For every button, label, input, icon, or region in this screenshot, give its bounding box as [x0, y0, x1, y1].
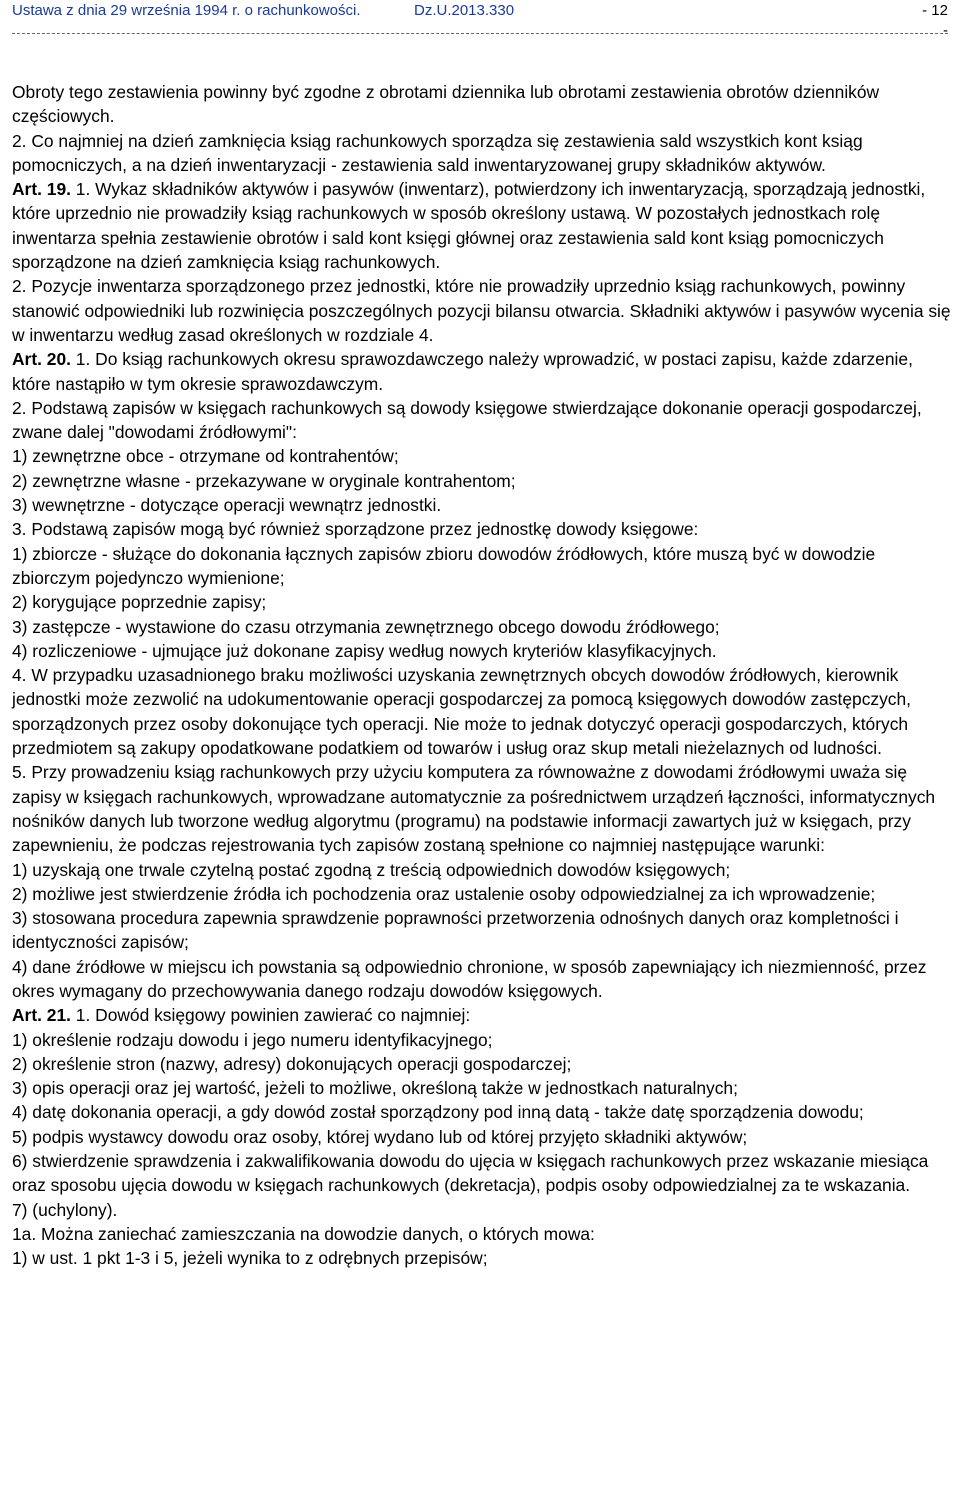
- list-item: 1) uzyskają one trwale czytelną postać zgodną z treścią odpowiednich dowodów księgowych;: [12, 859, 731, 880]
- list-item: 6) stwierdzenie sprawdzenia i zakwalifikowania dowodu do ujęcia w księgach rachunkowych przez wskazanie miesiąca oraz sposobu ujęcia dowodu w księgach rachunkowych (dekretacja), podpis osoby odpowiedzialnej za te wskazania.: [12, 1151, 929, 1196]
- list-item: 2) korygujące poprzednie zapisy;: [12, 592, 267, 613]
- list-item: 4) dane źródłowe w miejscu ich powstania są odpowiednio chronione, w sposób zapewniający ich niezmienność, przez okres wymagany do przechowywania danego rodzaju dowodów księgowych.: [12, 956, 927, 1001]
- header-page-dash: -: [943, 22, 948, 39]
- page-header: [12, 0, 948, 39]
- list-item: 4) datę dokonania operacji, a gdy dowód został sporządzony pod inną datą - także datę sporządzenia dowodu;: [12, 1102, 864, 1123]
- list-item: 3) stosowana procedura zapewnia sprawdzenie poprawności przetworzenia odnośnych danych oraz kompletności i identyczności zapisów;: [12, 908, 899, 953]
- list-item: 3) wewnętrzne - dotyczące operacji wewnątrz jednostki.: [12, 495, 442, 516]
- header-divider: [12, 33, 948, 34]
- list-item: 3) opis operacji oraz jej wartość, jeżeli to możliwe, określoną także w jednostkach naturalnych;: [12, 1078, 738, 1099]
- header-act-title: Ustawa z dnia 29 września 1994 r. o rachunkowości.: [12, 2, 361, 19]
- list-item: 2) określenie stron (nazwy, adresy) dokonujących operacji gospodarczej;: [12, 1053, 572, 1074]
- article-paragraph: Art. 19. 1. Wykaz składników aktywów i pasywów (inwentarz), potwierdzony ich inwentaryzacją, sporządzają jednostki, które uprzednio nie prowadziły ksiąg rachunkowych w sposób określony ustawą. W pozostałych jednostkach rolę inwentarza spełnia zestawienie obrotów i sald kont księgi głównej oraz zestawienia sald kont ksiąg pomocniczych sporządzone na dzień zamknięcia ksiąg rachunkowych.: [12, 179, 926, 273]
- article-paragraph: Art. 20. 1. Do ksiąg rachunkowych okresu sprawozdawczego należy wprowadzić, w postaci zapisu, każde zdarzenie, które nastąpiło w tym okresie sprawozdawczym.: [12, 349, 913, 394]
- list-item: 5) podpis wystawcy dowodu oraz osoby, której wydano lub od której przyjęto składniki aktywów;: [12, 1126, 748, 1147]
- list-item: 2) zewnętrzne własne - przekazywane w oryginale kontrahentom;: [12, 470, 516, 491]
- document-body: [12, 80, 952, 1271]
- list-item: 4) rozliczeniowe - ujmujące już dokonane zapisy według nowych kryteriów klasyfikacyjnych.: [12, 640, 717, 661]
- paragraph: 5. Przy prowadzeniu ksiąg rachunkowych przy użyciu komputera za równoważne z dowodami źródłowymi uważa się zapisy w księgach rachunkowych, wprowadzane automatycznie za pośrednictwem urządzeń łączności, informatycznych nośników danych lub tworzone według algorytmu (programu) na podstawie informacji zawartych już w księgach, przy zapewnieniu, że podczas rejestrowania tych zapisów zostaną spełnione co najmniej następujące warunki:: [12, 762, 936, 856]
- paragraph: Obroty tego zestawienia powinny być zgodne z obrotami dziennika lub obrotami zestawienia obrotów dzienników częściowych.: [12, 82, 880, 127]
- list-item: 3) zastępcze - wystawione do czasu otrzymania zewnętrznego obcego dowodu źródłowego;: [12, 616, 720, 637]
- header-page-number: - 12: [922, 2, 948, 19]
- header-journal-ref: Dz.U.2013.330: [414, 2, 515, 19]
- article-number: Art. 21.: [12, 1005, 71, 1026]
- article-number: Art. 20.: [12, 349, 71, 370]
- paragraph: 2. Pozycje inwentarza sporządzonego przez jednostki, które nie prowadziły uprzednio ksiąg rachunkowych, powinny stanowić odpowiedniki lub rozwinięcia poszczególnych pozycji bilansu otwarcia. Składniki aktywów i pasywów wycenia się w inwentarzu według zasad określonych w rozdziale 4.: [12, 276, 951, 345]
- article-paragraph: Art. 21. 1. Dowód księgowy powinien zawierać co najmniej:: [12, 1005, 471, 1026]
- paragraph: 3. Podstawą zapisów mogą być również sporządzone przez jednostkę dowody księgowe:: [12, 519, 699, 540]
- list-item: 1) w ust. 1 pkt 1-3 i 5, jeżeli wynika to z odrębnych przepisów;: [12, 1248, 488, 1269]
- list-item: 7) (uchylony).: [12, 1199, 118, 1220]
- paragraph: 1a. Można zaniechać zamieszczania na dowodzie danych, o których mowa:: [12, 1223, 595, 1244]
- list-item: 1) zewnętrzne obce - otrzymane od kontrahentów;: [12, 446, 399, 467]
- list-item: 1) określenie rodzaju dowodu i jego numeru identyfikacyjnego;: [12, 1029, 493, 1050]
- paragraph: 4. W przypadku uzasadnionego braku możliwości uzyskania zewnętrznych obcych dowodów źródłowych, kierownik jednostki może zezwolić na udokumentowanie operacji gospodarczej za pomocą księgowych dowodów zastępczych, sporządzonych przez osoby dokonujące tych operacji. Nie może to jednak dotyczyć operacji gospodarczych, których przedmiotem są zakupy opodatkowane podatkiem od towarów i usług oraz skup metali nieżelaznych od ludności.: [12, 665, 911, 759]
- article-number: Art. 19.: [12, 179, 71, 200]
- paragraph: 2. Co najmniej na dzień zamknięcia ksiąg rachunkowych sporządza się zestawienia sald wszystkich kont ksiąg pomocniczych, a na dzień inwentaryzacji - zestawienia sald inwentaryzowanej grupy składników aktywów.: [12, 130, 863, 175]
- paragraph: 2. Podstawą zapisów w księgach rachunkowych są dowody księgowe stwierdzające dokonanie operacji gospodarczej, zwane dalej "dowodami źródłowymi":: [12, 397, 922, 443]
- list-item: 1) zbiorcze - służące do dokonania łącznych zapisów zbioru dowodów źródłowych, które muszą być w dowodzie zbiorczym pojedynczo wymienione;: [12, 543, 876, 588]
- list-item: 2) możliwe jest stwierdzenie źródła ich pochodzenia oraz ustalenie osoby odpowiedzialnej za ich wprowadzenie;: [12, 883, 876, 904]
